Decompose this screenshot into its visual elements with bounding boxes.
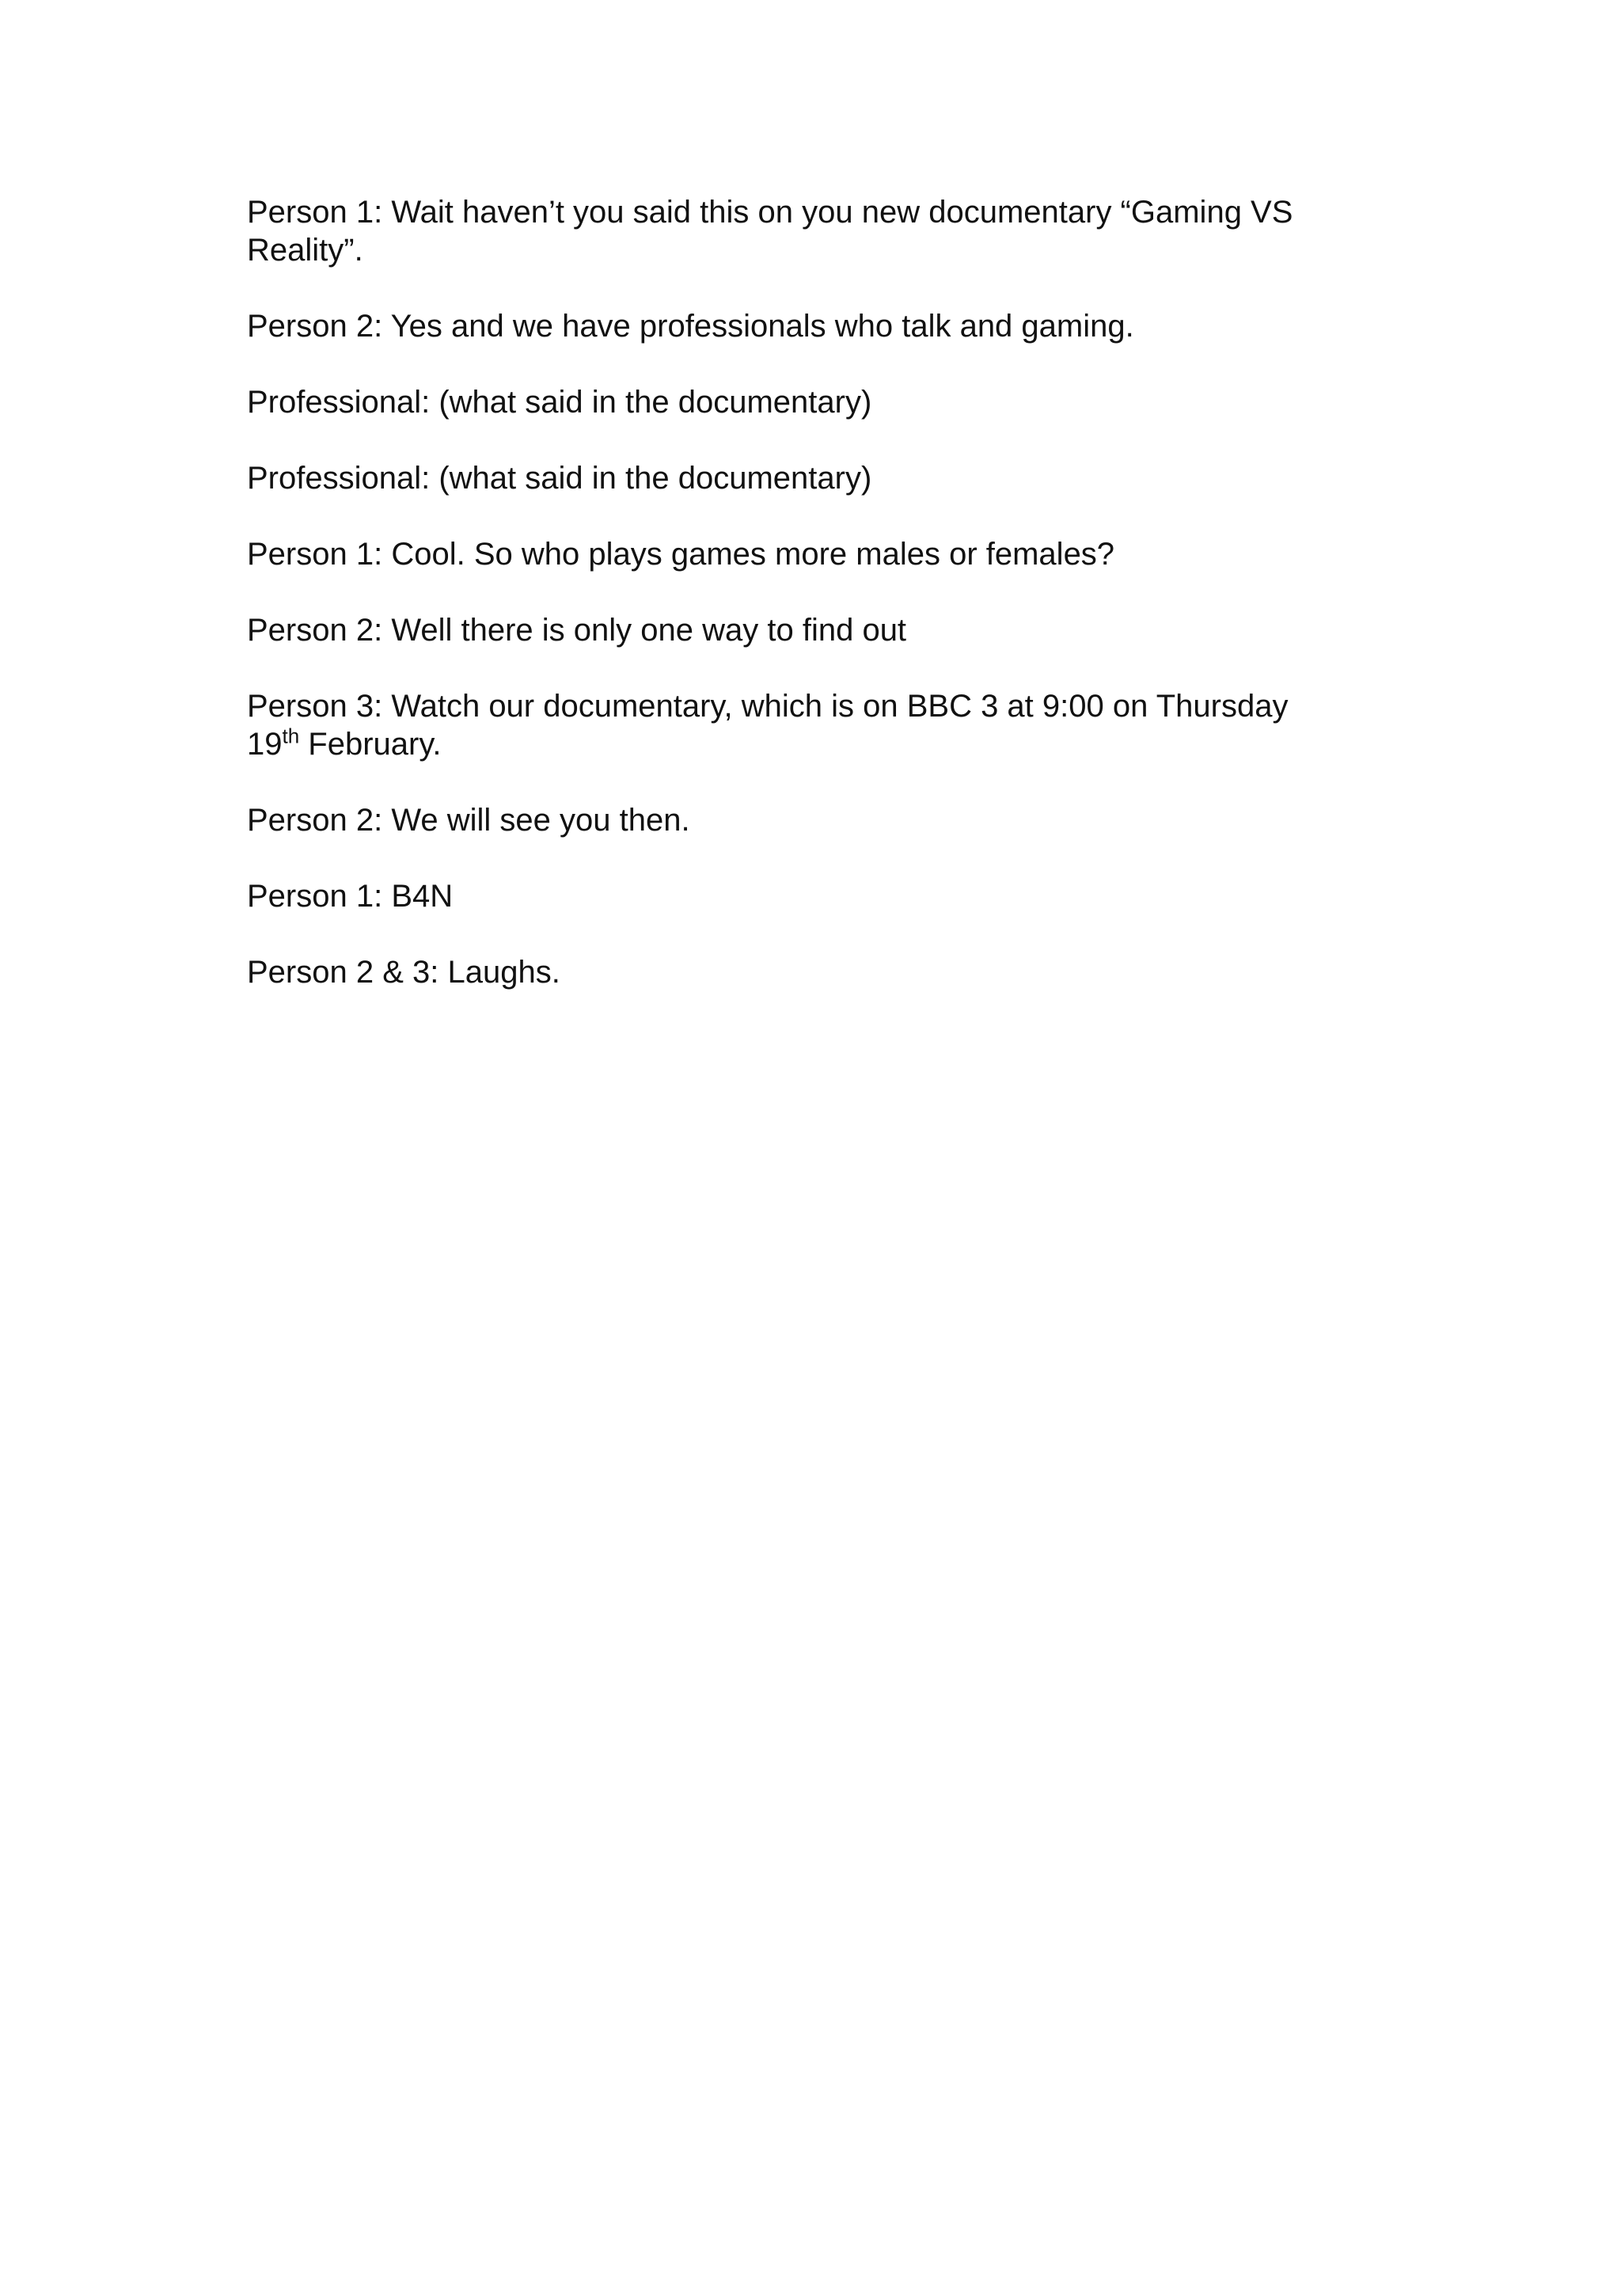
dialogue-line [247,687,1347,763]
dialogue-line: Person 2: Yes and we have professionals who talk and gaming. [247,309,1134,344]
dialogue-line: Professional: (what said in the documentary) [247,461,872,496]
dialogue-line: Person 2 & 3: Laughs. [247,955,560,990]
dialogue-text: Person 3: Watch our documentary, which is on BBC 3 at 9:00 on Thursday 19 [247,689,1289,762]
dialogue-line: Person 2: We will see you then. [247,803,690,838]
dialogue-script [247,193,1347,1029]
dialogue-line: Professional: (what said in the documentary) [247,385,872,420]
dialogue-line: Person 1: Cool. So who plays games more males or females? [247,537,1115,572]
ordinal-suffix: th [282,724,300,748]
dialogue-text: February. [299,727,442,762]
dialogue-line: Person 1: Wait haven’t you said this on you new documentary “Gaming VS Reality”. [247,195,1293,268]
dialogue-line: Person 1: B4N [247,879,454,914]
dialogue-line: Person 2: Well there is only one way to find out [247,613,907,648]
